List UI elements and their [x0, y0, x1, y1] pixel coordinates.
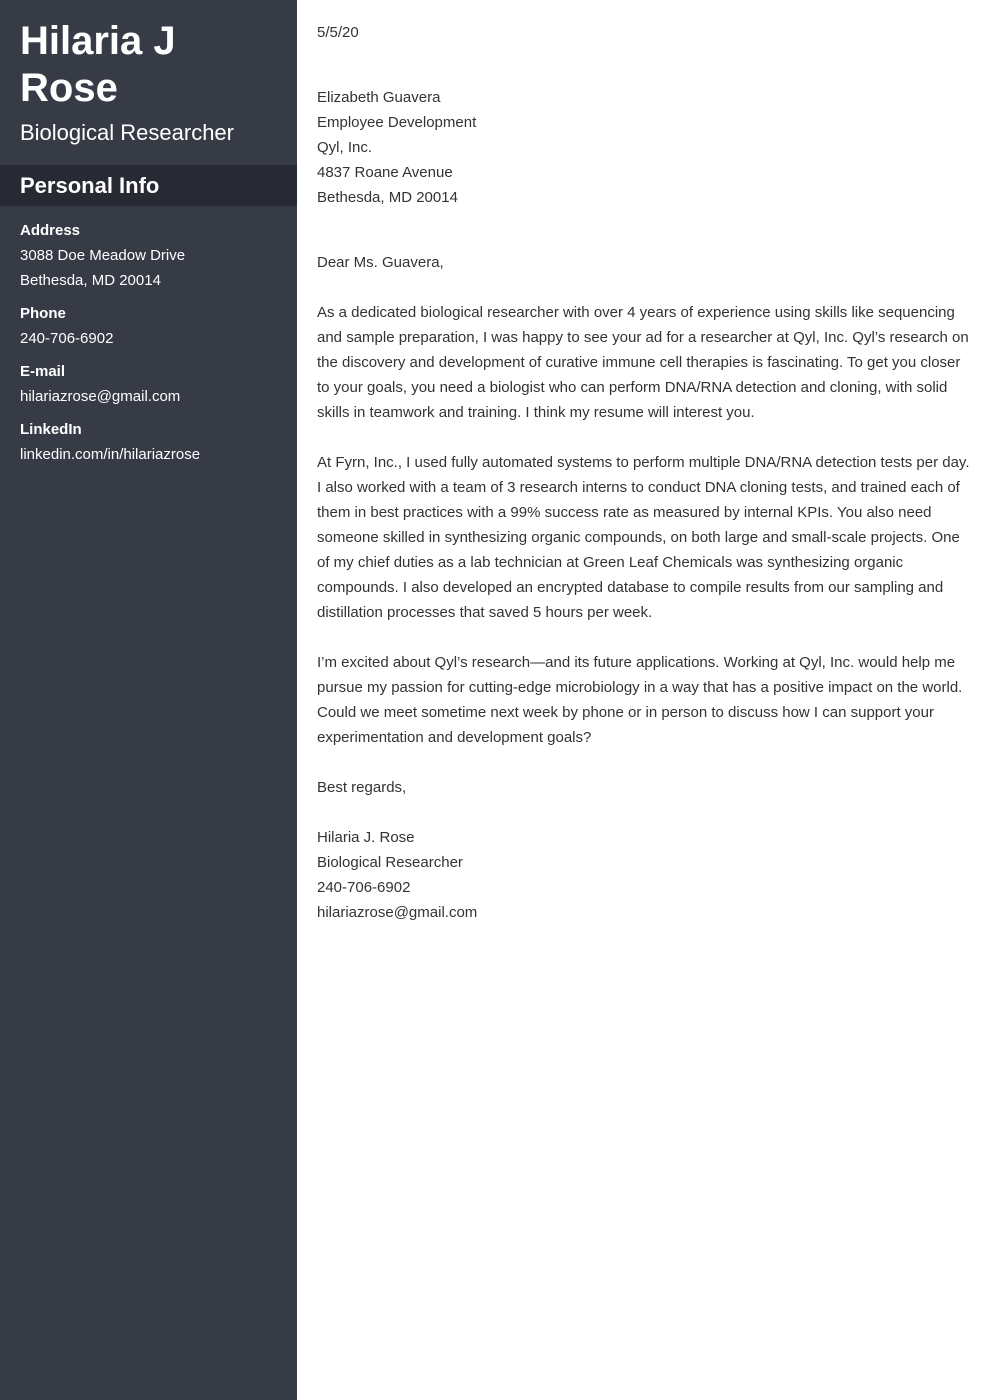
salutation: Dear Ms. Guavera,: [317, 254, 444, 271]
personal-info: [0, 206, 297, 467]
personal-info-header: Personal Info: [0, 165, 297, 206]
linkedin-value[interactable]: linkedin.com/in/hilariazrose: [20, 446, 201, 463]
phone-value: 240-706-6902: [20, 330, 114, 347]
signature-name: Hilaria J. Rose: [317, 829, 415, 846]
recipient-city: Bethesda, MD 20014: [317, 189, 458, 206]
linkedin-group: [20, 417, 277, 467]
recipient-company: Qyl, Inc.: [317, 139, 373, 156]
recipient-street: 4837 Roane Avenue: [317, 164, 453, 181]
recipient-block: [317, 85, 972, 210]
paragraph-3: I’m excited about Qyl’s research—and its future applications. Working at Qyl, Inc. would help me pursue my passion for cutting-edge microbiology in a way that has a positive impact on the world. Could we meet sometime next week by phone or in person to discuss how I can support your experimentation and development goals?: [317, 654, 963, 746]
phone-group: [20, 301, 277, 351]
applicant-name-line2: Rose: [20, 66, 118, 110]
applicant-title: Biological Researcher: [20, 120, 234, 145]
address-line1: 3088 Doe Meadow Drive: [20, 247, 186, 264]
closing: Best regards,: [317, 779, 407, 796]
letter-date: 5/5/20: [317, 24, 359, 41]
signature-phone: 240-706-6902: [317, 879, 411, 896]
email-group: [20, 359, 277, 409]
address-group: [20, 218, 277, 293]
applicant-name-line1: Hilaria J: [20, 19, 176, 63]
email-value[interactable]: hilariazrose@gmail.com: [20, 388, 181, 405]
phone-label: Phone: [20, 305, 66, 322]
recipient-name: Elizabeth Guavera: [317, 89, 441, 106]
applicant-name: [0, 0, 297, 112]
address-label: Address: [20, 222, 81, 239]
signature-title: Biological Researcher: [317, 854, 463, 871]
address-line2: Bethesda, MD 20014: [20, 272, 161, 289]
paragraph-1: As a dedicated biological researcher with over 4 years of experience using skills like sequencing and sample preparation, I was happy to see your ad for a researcher at Qyl, Inc. Qyl’s research on the discovery and development of curative immune cell therapies is fascinating. To get you closer to your goals, you need a biologist who can perform DNA/RNA detection and cloning, with solid skills in teamwork and training. I think my resume will interest you.: [317, 304, 969, 421]
sidebar: [0, 0, 297, 1400]
signature-block: [317, 825, 972, 925]
signature-email[interactable]: hilariazrose@gmail.com: [317, 904, 478, 921]
recipient-department: Employee Development: [317, 114, 477, 131]
letter-body: [317, 20, 972, 925]
linkedin-label: LinkedIn: [20, 421, 82, 438]
paragraph-2: At Fyrn, Inc., I used fully automated systems to perform multiple DNA/RNA detection tests per day. I also worked with a team of 3 research interns to conduct DNA cloning tests, and trained each of them in best practices with a 99% success rate as measured by internal KPIs. You also need someone skilled in synthesizing organic compounds, on both large and small-scale projects. One of my chief duties as a lab technician at Green Leaf Chemicals was synthesizing organic compounds. I also developed an encrypted database to compile results from our sampling and distillation processes that saved 5 hours per week.: [317, 454, 970, 621]
email-label: E-mail: [20, 363, 66, 380]
